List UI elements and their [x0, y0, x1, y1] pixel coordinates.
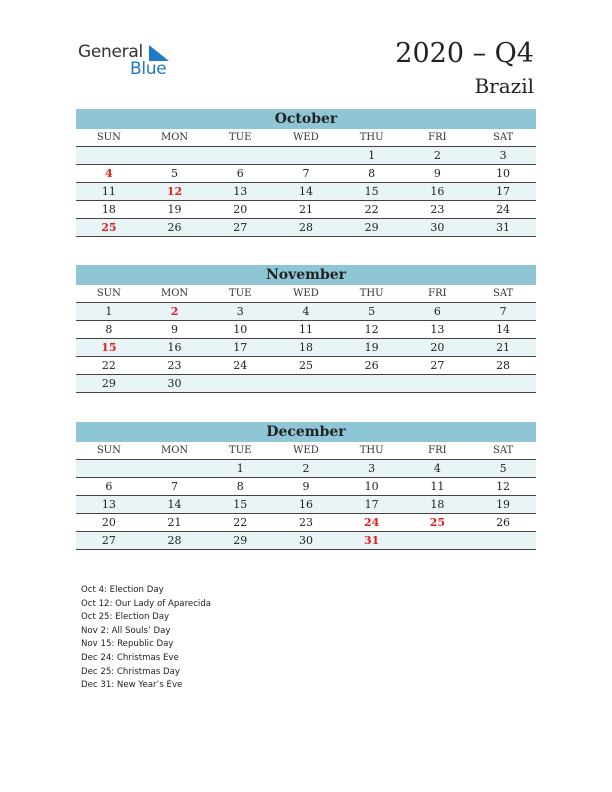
date-cell: 11 [101, 185, 116, 198]
holiday-date-cell: 24 [364, 516, 380, 529]
date-cell: 11 [298, 323, 313, 336]
week-row [76, 219, 536, 237]
date-cell: 20 [430, 341, 445, 354]
week-row [76, 460, 536, 478]
week-row [76, 357, 536, 375]
holiday-date-cell: 25 [101, 221, 117, 234]
holiday-date-cell: 2 [170, 305, 179, 318]
date-cell: 20 [101, 516, 116, 529]
date-cell: 13 [430, 323, 445, 336]
date-cell: 17 [364, 498, 379, 511]
date-cell: 10 [233, 323, 248, 336]
date-cell: 21 [298, 203, 313, 216]
date-cell: 2 [433, 149, 441, 162]
date-cell: 13 [101, 498, 116, 511]
holiday-date-cell: 31 [364, 534, 380, 547]
date-cell: 21 [496, 341, 511, 354]
date-cell: 20 [233, 203, 248, 216]
day-name: MON [160, 445, 189, 456]
holiday-date-cell: 25 [429, 516, 446, 529]
month-header: December [76, 422, 536, 442]
date-cell: 31 [496, 221, 511, 234]
date-cell: 9 [171, 323, 179, 336]
week-row [76, 183, 536, 201]
holiday-date-cell: 4 [105, 167, 113, 180]
date-cell: 16 [167, 341, 182, 354]
date-cell: 18 [430, 498, 445, 511]
date-cell: 23 [167, 359, 182, 372]
week-row [76, 339, 536, 357]
date-cell: 9 [433, 167, 441, 180]
week-row [76, 201, 536, 219]
date-cell: 2 [302, 462, 310, 475]
week-row [76, 375, 536, 393]
date-cell: 6 [433, 305, 441, 318]
date-cell: 5 [171, 167, 179, 180]
holiday-item: Dec 25: Christmas Day [81, 666, 180, 677]
date-cell: 29 [233, 534, 248, 547]
date-cell: 1 [105, 305, 113, 318]
day-name: THU [359, 132, 384, 143]
week-row [76, 321, 536, 339]
date-cell: 17 [496, 185, 511, 198]
date-cell: 23 [298, 516, 313, 529]
date-cell: 22 [233, 516, 248, 529]
date-cell: 14 [298, 185, 313, 198]
date-cell: 12 [364, 323, 379, 336]
date-cell: 16 [430, 185, 445, 198]
date-cell [273, 147, 339, 164]
date-cell: 22 [364, 203, 379, 216]
day-name: WED [293, 288, 319, 299]
date-cell: 29 [101, 377, 116, 390]
date-cell [142, 147, 208, 164]
date-cell: 26 [167, 221, 182, 234]
day-name: FRI [428, 445, 447, 456]
date-cell: 16 [298, 498, 313, 511]
holiday-item: Oct 25: Election Day [81, 612, 170, 623]
day-name: TUE [229, 288, 252, 299]
date-cell: 25 [298, 359, 313, 372]
date-cell: 26 [364, 359, 379, 372]
day-name: SUN [96, 132, 121, 143]
date-cell: 15 [364, 185, 379, 198]
date-cell: 19 [364, 341, 379, 354]
date-cell: 19 [167, 203, 182, 216]
date-cell: 15 [233, 498, 248, 511]
date-cell: 11 [430, 480, 445, 493]
date-cell: 3 [236, 305, 244, 318]
date-cell: 28 [298, 221, 313, 234]
week-row [76, 147, 536, 165]
date-cell: 8 [368, 167, 376, 180]
date-cell [470, 532, 536, 549]
date-cell: 26 [496, 516, 511, 529]
date-cell [470, 375, 536, 392]
holiday-item: Oct 4: Election Day [81, 585, 164, 595]
logo [78, 42, 178, 82]
date-cell [405, 375, 471, 392]
week-row [76, 478, 536, 496]
holiday-item: Dec 31: New Year’s Eve [81, 680, 183, 691]
date-cell [76, 147, 142, 164]
day-name: SUN [96, 445, 121, 456]
day-names-row [76, 129, 536, 147]
date-cell: 18 [298, 341, 313, 354]
date-cell: 9 [302, 480, 310, 493]
date-cell: 13 [233, 185, 248, 198]
holiday-item: Dec 24: Christmas Eve [81, 652, 179, 663]
date-cell [339, 375, 405, 392]
date-cell: 22 [101, 359, 116, 372]
date-cell: 1 [368, 149, 376, 162]
date-cell: 8 [105, 323, 113, 336]
day-name: MON [160, 132, 189, 143]
date-cell: 5 [499, 462, 507, 475]
date-cell [207, 375, 273, 392]
date-cell: 21 [167, 516, 182, 529]
day-name: WED [293, 445, 319, 456]
date-cell [273, 375, 339, 392]
date-cell: 3 [499, 149, 507, 162]
day-name: SAT [492, 288, 514, 299]
date-cell: 10 [364, 480, 379, 493]
date-cell: 24 [496, 203, 511, 216]
date-cell: 1 [236, 462, 244, 475]
date-cell: 3 [368, 462, 376, 475]
date-cell: 27 [430, 359, 445, 372]
holiday-list [81, 584, 211, 693]
date-cell: 14 [496, 323, 511, 336]
date-cell: 28 [167, 534, 182, 547]
day-name: THU [359, 288, 384, 299]
date-cell: 27 [101, 534, 116, 547]
week-row [76, 532, 536, 550]
day-name: SAT [492, 132, 514, 143]
holiday-item: Nov 2: All Souls’ Day [81, 625, 171, 636]
date-cell: 6 [105, 480, 113, 493]
date-cell: 10 [496, 167, 511, 180]
day-names-row [76, 285, 536, 303]
month-header: November [76, 265, 536, 285]
week-row [76, 165, 536, 183]
day-names-row [76, 442, 536, 460]
date-cell: 18 [101, 203, 116, 216]
date-cell: 12 [496, 480, 511, 493]
country-name: Brazil [474, 74, 534, 98]
date-cell: 4 [302, 305, 310, 318]
day-name: TUE [229, 445, 252, 456]
date-cell [207, 147, 273, 164]
date-cell: 7 [499, 305, 507, 318]
date-cell: 8 [236, 480, 244, 493]
date-cell: 28 [496, 359, 511, 372]
date-cell: 30 [298, 534, 313, 547]
month-calendar-december [76, 422, 536, 550]
date-cell: 14 [167, 498, 182, 511]
logo-blue-text: Blue [130, 59, 167, 79]
month-calendar-november [76, 265, 536, 393]
page-title: 2020 – Q4 [395, 38, 534, 69]
date-cell: 19 [496, 498, 511, 511]
date-cell: 4 [433, 462, 441, 475]
holiday-item: Oct 12: Our Lady of Aparecida [81, 598, 212, 609]
day-name: WED [293, 132, 319, 143]
day-name: SAT [492, 445, 514, 456]
day-name: TUE [229, 132, 252, 143]
date-cell: 24 [233, 359, 248, 372]
date-cell: 6 [236, 167, 244, 180]
month-header: October [76, 109, 536, 129]
day-name: FRI [428, 288, 447, 299]
date-cell: 5 [368, 305, 376, 318]
day-name: FRI [428, 132, 447, 143]
holiday-date-cell: 12 [166, 185, 183, 198]
date-cell [405, 532, 471, 549]
date-cell: 17 [233, 341, 248, 354]
date-cell: 27 [233, 221, 248, 234]
week-row [76, 303, 536, 321]
date-cell: 30 [167, 377, 182, 390]
date-cell: 30 [430, 221, 445, 234]
date-cell: 29 [364, 221, 379, 234]
day-name: THU [359, 445, 384, 456]
date-cell: 7 [171, 480, 179, 493]
day-name: MON [160, 288, 189, 299]
month-calendar-october [76, 109, 536, 237]
logo-general-text: General [78, 42, 143, 62]
date-cell [76, 460, 142, 477]
holiday-date-cell: 15 [101, 341, 117, 354]
holiday-item: Nov 15: Republic Day [81, 639, 174, 650]
day-name: SUN [96, 288, 121, 299]
week-row [76, 496, 536, 514]
week-row [76, 514, 536, 532]
date-cell: 7 [302, 167, 310, 180]
date-cell [142, 460, 208, 477]
date-cell: 23 [430, 203, 445, 216]
